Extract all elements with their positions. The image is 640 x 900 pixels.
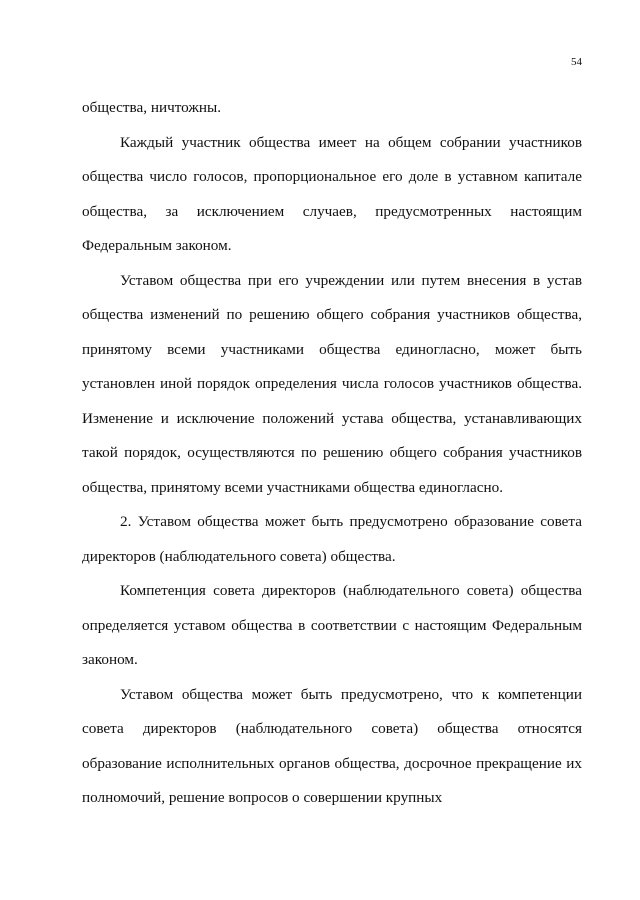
paragraph-board-competence: Компетенция совета директоров (наблюдательного совета) общества определяется уставом общества в соответствии с настоящим Федеральным законом. bbox=[82, 582, 582, 668]
body-text bbox=[82, 91, 582, 816]
paragraph-board-formation: 2. Уставом общества может быть предусмотрено образование совета директоров (наблюдательного совета) общества. bbox=[82, 513, 582, 565]
paragraph-board-powers: Уставом общества может быть предусмотрено, что к компетенции совета директоров (наблюдательного совета) общества относятся образование исполнительных органов общества, досрочное прекращение их полномочий, решение вопросов о совершении крупных bbox=[82, 685, 582, 806]
paragraph-voting-procedure: Уставом общества при его учреждении или путем внесения в устав общества изменений по решению общего собрания участников общества, принятому всеми участниками общества единогласно, может быть установлен иной порядок определения числа голосов участников общества. Изменение и исключение положений устава общества, устанавливающих такой порядок, осуществляются по решению общего собрания участников общества, принятому всеми участниками общества единогласно. bbox=[82, 271, 582, 496]
paragraph-voting-rights: Каждый участник общества имеет на общем собрании участников общества число голосов, пропорциональное его доле в уставном капитале общества, за исключением случаев, предусмотренных настоящим Федеральным законом. bbox=[82, 133, 582, 254]
paragraph-continuation: общества, ничтожны. bbox=[82, 99, 221, 116]
page-number: 54 bbox=[571, 56, 582, 68]
